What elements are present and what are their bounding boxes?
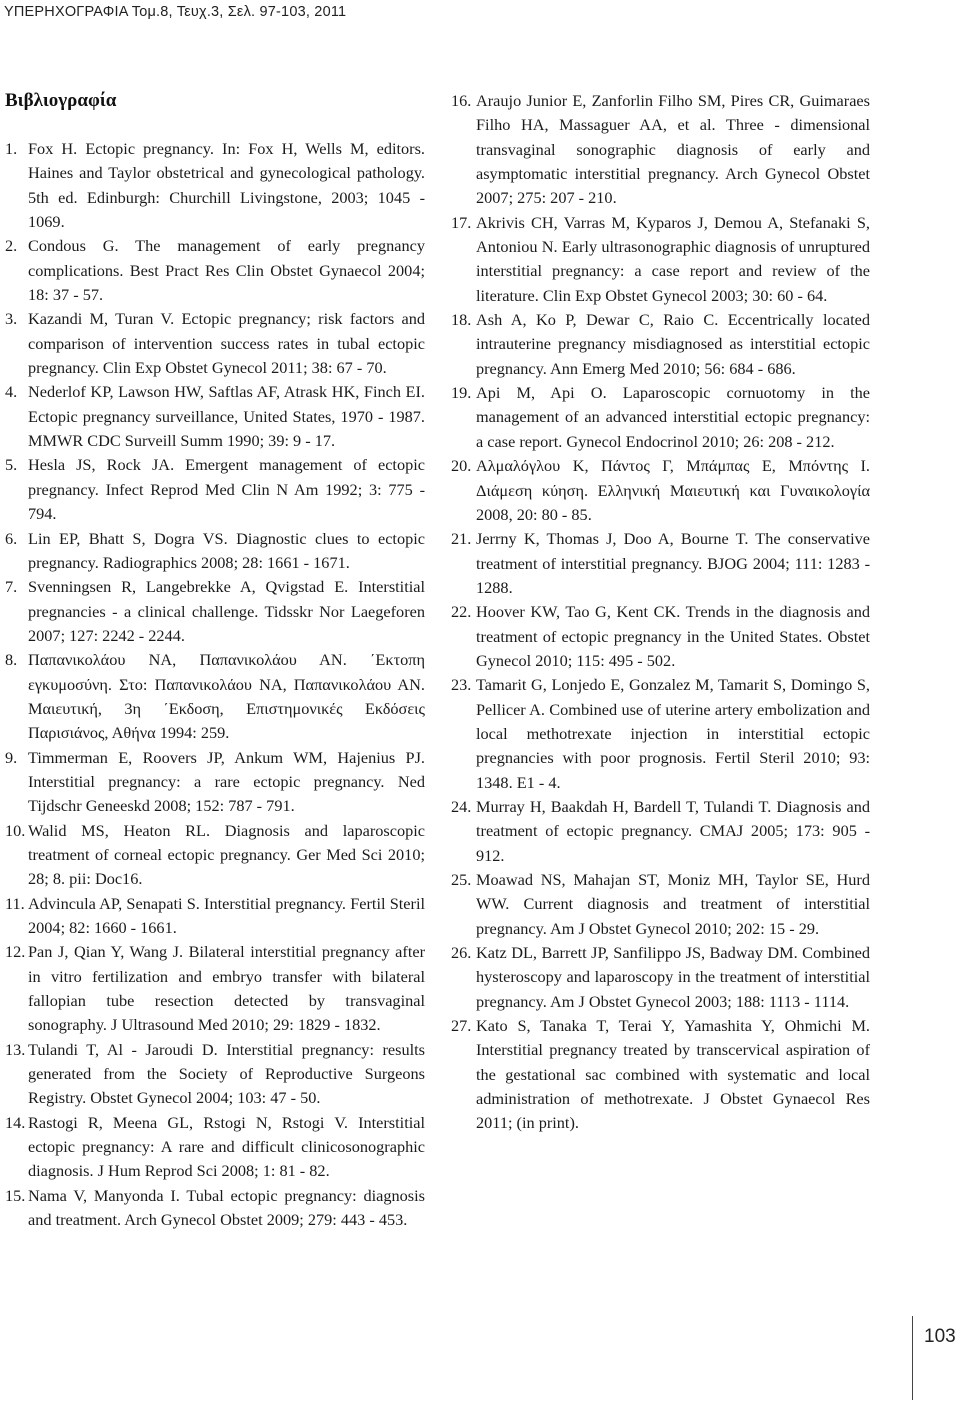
page-number-divider [912,1316,913,1400]
reference-number: 9. [5,747,18,767]
page-number: 103 [924,1326,956,1347]
reference-text: Ash A, Ko P, Dewar C, Raio C. Eccentrically located intrauterine pregnancy misdiagnosed as interstitial ectopic pregnancy. Ann Emerg Med 2010; 56: 684 - 686. [476,310,870,378]
reference-text: Hesla JS, Rock JA. Emergent management of ectopic pregnancy. Infect Reprod Med Clin N Am 1992; 3: 775 - 794. [28,455,425,524]
reference-text: Kato S, Tanaka T, Terai Y, Yamashita Y, Ohmichi M. Interstitial pregnancy treated by transcervical aspiration of the gestational sac combined with systematic and local administration of methotrexate. J Obstet Gynaecol Res 2011; (in print). [476,1016,870,1133]
reference-number: 12. [5,942,26,962]
reference-number: 11. [5,893,25,913]
reference-item [451,795,870,868]
reference-item [5,1038,425,1111]
reference-item [5,453,425,526]
reference-text: Moawad NS, Mahajan ST, Moniz MH, Taylor SE, Hurd WW. Current diagnosis and treatment of interstitial pregnancy. Am J Obstet Gynecol 2010; 202: 15 - 29. [476,870,870,938]
reference-text: Murray H, Baakdah H, Bardell T, Tulandi T. Diagnosis and treatment of ectopic pregnancy. CMAJ 2005; 173: 905 - 912. [476,796,870,865]
reference-text: Tulandi T, Al - Jaroudi D. Interstitial pregnancy: results generated from the Society of Reproductive Surgeons Registry. Obstet Gynecol 2004; 103: 47 - 50. [28,1039,425,1108]
reference-text: Nama V, Manyonda I. Tubal ectopic pregnancy: diagnosis and treatment. Arch Gynecol Obstet 2009; 279: 443 - 453. [28,1185,425,1230]
reference-number: 1. [5,139,18,158]
reference-number: 16. [451,91,472,110]
reference-text: Nederlof KP, Lawson HW, Saftlas AF, Atrask HK, Finch EI. Ectopic pregnancy surveillance, United States, 1970 - 1987. MMWR CDC Surveill Summ 1990; 39: 9 - 17. [28,382,425,451]
reference-item [5,234,425,307]
reference-number: 19. [451,383,472,403]
reference-item [5,575,425,648]
reference-text: Fox H. Ectopic pregnancy. In: Fox H, Wells M, editors. Haines and Taylor obstetrical and gynecological pathology. 5th ed. Edinburgh: Churchill Livingstone, 2003; 1045 - 1069. [28,139,425,232]
reference-text: Timmerman E, Roovers JP, Ankum WM, Hajenius PJ. Interstitial pregnancy: a rare ectopic pregnancy. Ned Tijdschr Geneeskd 2008; 152: 787 - 791. [28,747,425,816]
reference-number: 13. [5,1039,26,1059]
reference-text: Kazandi M, Turan V. Ectopic pregnancy; risk factors and comparison of intervention success rates in tubal ectopic pregnancy. Clin Exp Obstet Gynecol 2011; 38: 67 - 70. [28,309,425,378]
reference-item [451,211,870,308]
reference-number: 18. [451,310,472,330]
reference-text: Api M, Api O. Laparoscopic cornuotomy in the management of an advanced interstitial ectopic pregnancy: a case report. Gynecol Endocrinol 2010; 26: 208 - 212. [476,383,870,451]
reference-text: Akrivis CH, Varras M, Kyparos J, Demou A, Stefanaki S, Antoniou N. Early ultrasonographic diagnosis of unruptured interstitial pregnancy: a case report and review of the literature. Clin Exp Obstet Gynecol 2003; 30: 60 - 64. [476,212,870,305]
reference-number: 8. [5,650,18,670]
reference-item [451,381,870,454]
reference-number: 25. [451,870,472,889]
reference-item [451,673,870,795]
reference-text: Παπανικολάου ΝΑ, Παπανικολάου ΑΝ. ΄Εκτοπη εγκυμοσύνη. Στο: Παπανικολάου ΝΑ, Παπανικολάου ΑΝ. Μαιευτική, 3η ΄Εκδοση, Επιστημονικές Εκδόσεις Παρισιάνος, Αθήνα 1994: 259. [28,650,425,743]
reference-item [5,892,425,941]
reference-item [5,746,425,819]
reference-item [451,527,870,600]
reference-item [5,1111,425,1184]
reference-number: 6. [5,528,18,548]
reference-number: 24. [451,796,472,816]
reference-number: 7. [5,577,18,597]
reference-number: 15. [5,1185,26,1205]
reference-text: Jerrny K, Thomas J, Doo A, Bourne T. The conservative treatment of interstitial pregnancy. BJOG 2004; 111: 1283 - 1288. [476,529,870,597]
reference-text: Hoover KW, Tao G, Kent CK. Trends in the diagnosis and treatment of ectopic pregnancy in the United States. Obstet Gynecol 2010; 115: 495 - 502. [476,602,870,670]
reference-text: Araujo Junior E, Zanforlin Filho SM, Pires CR, Guimaraes Filho HA, Massaguer AA, et al. Three - dimensional transvaginal sonographic diagnosis of early and asymptomatic interstitial pregnancy. Arch Gynecol Obstet 2007; 275: 207 - 210. [476,91,870,208]
reference-number: 4. [5,382,18,402]
reference-text: Condous G. The management of early pregnancy complications. Best Pract Res Clin Obstet Gynaecol 2004; 18: 37 - 57. [28,236,425,305]
reference-text: Αλμαλόγλου Κ, Πάντος Γ, Μπάμπας Ε, Μπόντης Ι. Διάμεση κύηση. Ελληνική Μαιευτική και Γυναικολογία 2008, 20: 80 - 85. [476,456,870,524]
reference-item [451,868,870,941]
reference-item [451,89,870,211]
reference-text: Katz DL, Barrett JP, Sanfilippo JS, Badway DM. Combined hysteroscopy and laparoscopy in the treatment of interstitial pregnancy. Am J Obstet Gynecol 2003; 188: 1113 - 1114. [476,943,870,1011]
reference-number: 27. [451,1016,472,1036]
reference-item [451,308,870,381]
reference-item [5,940,425,1037]
reference-item [5,648,425,745]
reference-number: 22. [451,602,472,622]
references-left-column [5,137,425,1232]
reference-text: Rastogi R, Meena GL, Rstogi N, Rstogi V. Interstitial ectopic pregnancy: A rare and difficult clinicosonographic diagnosis. J Hum Reprod Sci 2008; 1: 81 - 82. [28,1112,425,1181]
reference-text: Walid MS, Heaton RL. Diagnosis and laparoscopic treatment of corneal ectopic pregnancy. Ger Med Sci 2010; 28; 8. pii: Doc16. [28,820,425,889]
reference-number: 20. [451,456,472,476]
reference-number: 10. [5,820,26,840]
reference-number: 5. [5,455,18,475]
reference-item [451,600,870,673]
reference-number: 2. [5,236,18,256]
reference-number: 17. [451,212,472,232]
reference-number: 14. [5,1112,26,1132]
reference-text: Lin EP, Bhatt S, Dogra VS. Diagnostic clues to ectopic pregnancy. Radiographics 2008; 28: 1661 - 1671. [28,528,425,572]
reference-item [5,819,425,892]
reference-item [5,307,425,380]
reference-number: 21. [451,529,472,549]
references-right-column [451,89,870,1136]
reference-text: Advincula AP, Senapati S. Interstitial pregnancy. Fertil Steril 2004; 82: 1660 - 1661. [28,893,425,937]
reference-item [451,454,870,527]
reference-number: 3. [5,309,18,329]
reference-item [451,941,870,1014]
reference-text: Pan J, Qian Y, Wang J. Bilateral interstitial pregnancy after in vitro fertilization and embryo transfer with bilateral fallopian tube resection detected by transvaginal sonography. J Ultrasound Med 2010; 29: 1829 - 1832. [28,942,425,1035]
reference-item [5,527,425,576]
reference-item [5,380,425,453]
reference-item [5,137,425,234]
reference-item [451,1014,870,1136]
running-head: ΥΠΕΡΗΧΟΓΡΑΦΙΑ Τομ.8, Τευχ.3, Σελ. 97-103, 2011 [4,4,347,20]
reference-text: Svenningsen R, Langebrekke A, Qvigstad E. Interstitial pregnancies - a clinical challenge. Tidsskr Nor Laegeforen 2007; 127: 2242 - 2244. [28,577,425,645]
reference-number: 26. [451,943,472,963]
reference-item [5,1184,425,1233]
section-title: Βιβλιογραφία [5,90,117,111]
reference-text: Tamarit G, Lonjedo E, Gonzalez M, Tamarit S, Domingo S, Pellicer A. Combined use of uterine artery embolization and local methotrexate injection in interstitial ectopic pregnancies with poor prognosis. Fertil Steril 2010; 93: 1348. E1 - 4. [476,675,870,792]
reference-number: 23. [451,675,472,695]
